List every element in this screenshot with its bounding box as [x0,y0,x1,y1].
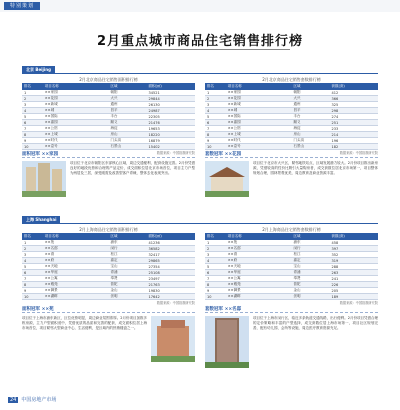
table-cell: 21763 [147,282,195,288]
table-cell: 15402 [147,144,195,150]
table-source: 数据来源：中国指数研究院 [339,301,378,306]
table-cell: 2 [205,96,226,102]
table-cell: 251 [330,120,378,126]
table-cell: ××城 [226,108,292,114]
table-cell: 昌平 [291,108,329,114]
table-cell: 房山 [108,132,146,138]
column-header: 面积(㎡) [147,83,195,90]
table [22,233,195,300]
table-cell: 34521 [147,90,195,96]
table-cell: 233 [330,126,378,132]
table-cell: 22305 [147,114,195,120]
table-cell: 196 [330,138,378,144]
table-cell: 门头沟 [291,138,329,144]
table-cell: ××雅苑 [43,282,109,288]
section-bar-beijing [22,66,378,74]
table-cell: 9 [205,138,226,144]
column-header: 项目名称 [226,83,292,90]
table-cell: 松江 [108,252,146,258]
table-cell: 丰台 [291,114,329,120]
table-cell: 1 [22,90,43,96]
table-cell: 10 [22,294,43,300]
table-cell: 2 [205,246,226,252]
table-cell: ××国际 [226,114,292,120]
section-bar-shanghai [22,216,378,224]
table-cell: 10 [205,144,226,150]
table-cell: 1 [22,240,43,246]
table-cell: ××花园 [226,96,292,102]
table-cell: 41236 [147,240,195,246]
building-photo [151,316,195,362]
column-header: 套数(套) [330,233,378,240]
table-cell: 3 [205,102,226,108]
table-cell: 458 [330,240,378,246]
footer [8,396,56,403]
table-cell: 朝阳 [108,90,146,96]
table-cell: 嘉定 [291,258,329,264]
table-cell: 7 [205,126,226,132]
table-cell: 嘉定 [108,258,146,264]
table-cell: 10 [205,294,226,300]
table-cell: 241 [330,276,378,282]
table-cell: 298 [330,108,378,114]
table-header-row [22,233,195,240]
table-cell: 浦东 [108,240,146,246]
table-cell: 昌平 [108,108,146,114]
table-cell: 10 [22,144,43,150]
table-cell: 6 [22,270,43,276]
table-cell: 4 [205,108,226,114]
table-cell: 24987 [147,108,195,114]
table-cell: 普陀 [291,282,329,288]
table-cell: ××上城 [226,132,292,138]
table-cell: 5 [22,264,43,270]
page-title: 2月重点城市商品住宅销售排行榜 [96,34,304,49]
table-cell: 8 [205,282,226,288]
table-cell: 闵行 [108,246,146,252]
table-cell: 366 [330,96,378,102]
table [22,83,195,150]
table-cell: 4 [22,108,43,114]
feature-text: 项目位于上海市浦东新区，区位优势明显，周边商业氛围浓厚。2月份项目加推多栋房源，主力户型面积适中，凭借优质的品质和完善的配套，成交面积位居上海市场首位，项目紧邻大型商业中心，生活便利，是区域内的热销楼盘之一。 [22,316,147,330]
feature-article [205,151,378,176]
table-cell: ××公馆 [43,126,109,132]
table-cell: 8 [22,132,43,138]
table-caption: 2月上海商品住宅销售套数排行榜 [262,227,321,232]
column-header: 排名 [22,83,43,90]
ranking-table [22,76,195,156]
column-header: 区域 [291,233,329,240]
feature-heading: 面积冠军 ××家园 [22,151,195,158]
table-cell: 6 [205,270,226,276]
title-underline [110,49,290,50]
table-cell: 闵行 [291,246,329,252]
table-cell: 顺义 [291,120,329,126]
table-cell: 海淀 [291,126,329,132]
table-cell: 2 [22,246,43,252]
table-cell: 29865 [147,258,195,264]
title-block [0,28,400,56]
feature-text: 项目位于上海市闵行区，临近多条轨道交通线路，出行便利。2月份项目凭借合理的定价策略和丰富的户型选择，成交套数位居上海市场第一，项目社区规划完善，配有幼儿园、会所等设施，周边医疗教育资源充足。 [253,316,378,330]
table-cell: 宝山 [108,264,146,270]
table-cell: ××新城 [43,102,109,108]
feature-heading: 套数冠军 ××名邸 [205,306,378,313]
table-cell: 3 [22,252,43,258]
table-cell: 1 [205,90,226,96]
table-cell: 大兴 [108,96,146,102]
table-cell: 朝阳 [291,90,329,96]
table-cell: 7 [22,126,43,132]
table-cell: ××花园 [43,96,109,102]
feature-article [205,306,378,331]
column-header: 区域 [108,233,146,240]
column-header: 项目名称 [43,83,109,90]
table-cell: 青浦 [291,270,329,276]
table-cell: 通州 [108,102,146,108]
table-cell: 5 [205,114,226,120]
table-source: 数据来源：中国指数研究院 [339,151,378,156]
section-label: 上海 Shanghai [22,216,60,223]
table-cell: 5 [22,114,43,120]
table-cell: 288 [330,264,378,270]
table-cell: ××壹号 [226,144,292,150]
table [205,233,378,300]
table-caption: 2月北京商品住宅销售面积排行榜 [79,77,138,82]
table-cell: 3 [22,102,43,108]
table-cell: 9 [22,288,43,294]
table-cell: 房山 [291,132,329,138]
table-cell: 26130 [147,102,195,108]
table-cell: 5 [205,264,226,270]
table-cell: 25108 [147,270,195,276]
table-cell: ××天地 [43,264,109,270]
table-cell: 松江 [291,252,329,258]
table-cell: 274 [330,114,378,120]
table-cell: ××名邸 [226,246,292,252]
table-cell: ××府 [43,258,109,264]
table-cell: ××公寓 [43,276,109,282]
table-cell: 石景山 [108,144,146,150]
table-cell: ××城 [43,108,109,114]
table-header-row [205,83,378,90]
ranking-table [205,76,378,156]
table-cell: 182 [330,144,378,150]
table-cell: 普陀 [108,282,146,288]
table-cell: 4 [22,258,43,264]
table-header-row [205,233,378,240]
table-cell: 17642 [147,294,195,300]
table-cell: 金山 [108,288,146,294]
column-header: 套数(套) [330,83,378,90]
table-cell: 崇明 [291,294,329,300]
table-cell: ××湖畔 [43,294,109,300]
table-cell: ××上城 [43,132,109,138]
table-row [22,144,195,150]
feature-text: 项目位于北京市朝阳区东部核心区域，周边交通便利，配套设施完善。2月份凭借良好的地段优势和合理的产品定价，成交面积位居北京市场首位，项目主力户型为两居及三居，深受刚需及改善型客户青睐，整体去化表现突出。 [70,161,195,175]
table-cell: 352 [330,252,378,258]
table-cell: ××壹号 [43,144,109,150]
table-cell: 奉贤 [291,276,329,282]
table-cell: 18220 [147,132,195,138]
table-cell: ××名邸 [43,246,109,252]
table-cell: 8 [22,282,43,288]
table-cell: 263 [330,270,378,276]
table-source: 数据来源：中国指数研究院 [156,151,195,156]
section-tag: 特别策划 [4,2,40,10]
table-cell: 29844 [147,96,195,102]
table-cell: ××公馆 [226,126,292,132]
table-cell: ××苑 [43,240,109,246]
table-cell: ××嘉园 [43,120,109,126]
table-cell: ××苑 [226,240,292,246]
table-cell: 青浦 [108,270,146,276]
table-row [205,144,378,150]
table-cell: ××时代 [226,138,292,144]
table-cell: ××华庭 [43,270,109,276]
table [205,83,378,150]
table-cell: 214 [330,132,378,138]
table-cell: ××家园 [43,90,109,96]
table-cell: 32417 [147,252,195,258]
table-cell: 7 [22,276,43,282]
table-cell: 319 [330,258,378,264]
building-photo [205,161,249,197]
table-cell: 36582 [147,246,195,252]
table-cell: 金山 [291,288,329,294]
table-cell: ××湾 [43,252,109,258]
table-row [205,294,378,300]
table-cell: ××天地 [226,264,292,270]
table-cell: ××家园 [226,90,292,96]
table-cell: 6 [205,120,226,126]
table-cell: 石景山 [291,144,329,150]
table-cell: 通州 [291,102,329,108]
building-photo [22,161,66,197]
table-cell: 8 [205,132,226,138]
feature-heading: 面积冠军 ××苑 [22,306,195,313]
table-cell: 397 [330,246,378,252]
table-cell: 205 [330,288,378,294]
page-number: 24 [10,397,17,403]
table-cell: 大兴 [291,96,329,102]
table-cell: 19653 [147,126,195,132]
table-cell: 27354 [147,264,195,270]
table-cell: ××御景 [43,288,109,294]
feature-text: 项目位于北京市大兴区，紧邻地铁站点，区域发展潜力较大。2月份项目推出新房源，凭借较高的性价比吸引大量购房者，成交套数位居北京市场第一，项目整体规划合理，园林景观优美，周边教育及商业资源丰富。 [253,161,378,175]
table-cell: ××时代 [43,138,109,144]
table-cell: 7 [205,276,226,282]
header-bar [0,0,400,12]
table-cell: 海淀 [108,126,146,132]
table-cell: 6 [22,120,43,126]
ranking-table [205,226,378,306]
table-row [22,294,195,300]
table-source: 数据来源：中国指数研究院 [156,301,195,306]
column-header: 项目名称 [43,233,109,240]
table-cell: ××公寓 [226,276,292,282]
table-caption: 2月北京商品住宅销售套数排行榜 [262,77,321,82]
publication-name: 中国房地产市场 [21,397,57,403]
table-cell: ××湖畔 [226,294,292,300]
table-cell: 门头沟 [108,138,146,144]
table-cell: 21476 [147,120,195,126]
feature-article [22,151,195,176]
table-cell: 2 [22,96,43,102]
table-cell: 1 [205,240,226,246]
table-cell: 19830 [147,288,195,294]
feature-heading: 套数冠军 ××花园 [205,151,378,158]
table-cell: 189 [330,294,378,300]
table-cell: 崇明 [108,294,146,300]
section-label: 北京 Beijing [22,66,55,73]
table-cell: ××御景 [226,288,292,294]
table-cell: ××国际 [43,114,109,120]
table-cell: 325 [330,102,378,108]
table-cell: 丰台 [108,114,146,120]
table-cell: 4 [205,258,226,264]
column-header: 排名 [205,233,226,240]
table-cell: ××雅苑 [226,282,292,288]
column-header: 排名 [22,233,43,240]
table-cell: 23497 [147,276,195,282]
table-cell: 3 [205,252,226,258]
table-cell: ××新城 [226,102,292,108]
table-cell: ××嘉园 [226,120,292,126]
table-cell: 顺义 [108,120,146,126]
column-header: 区域 [291,83,329,90]
table-cell: 9 [22,138,43,144]
table-header-row [22,83,195,90]
table-cell: ××华庭 [226,270,292,276]
table-cell: 9 [205,288,226,294]
table-cell: 奉贤 [108,276,146,282]
table-cell: 412 [330,90,378,96]
column-header: 排名 [205,83,226,90]
table-cell: 16879 [147,138,195,144]
table-cell: ××府 [226,258,292,264]
table-cell: ××湾 [226,252,292,258]
column-header: 区域 [108,83,146,90]
column-header: 面积(㎡) [147,233,195,240]
feature-article [22,306,195,331]
table-cell: 浦东 [291,240,329,246]
building-photo [205,316,249,368]
ranking-table [22,226,195,306]
table-cell: 宝山 [291,264,329,270]
table-cell: 226 [330,282,378,288]
table-caption: 2月上海商品住宅销售面积排行榜 [79,227,138,232]
column-header: 项目名称 [226,233,292,240]
